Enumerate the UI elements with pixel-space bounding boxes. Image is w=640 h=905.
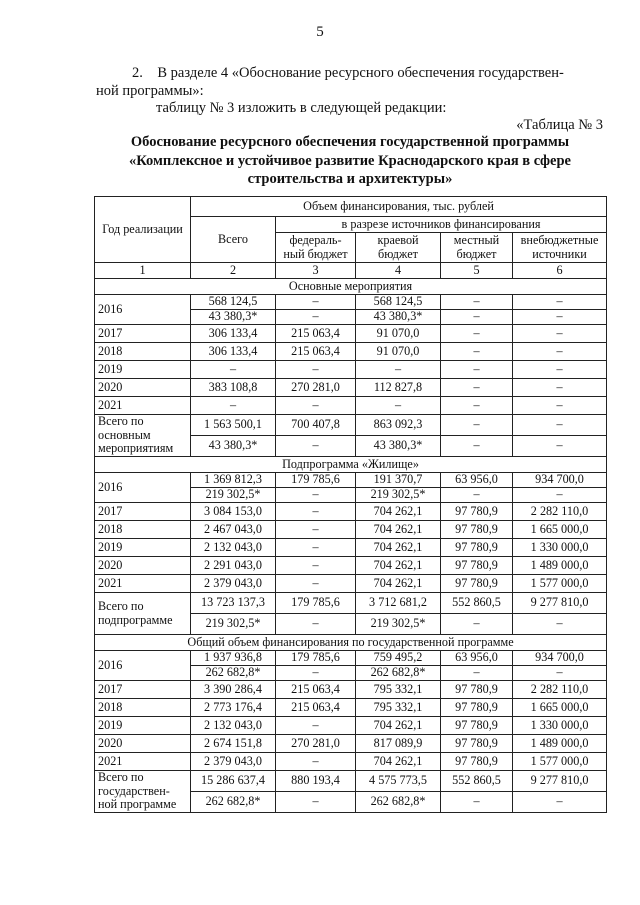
value-cell: – (276, 488, 356, 503)
value-cell: 880 193,4 (276, 771, 356, 792)
value-cell: 1 489 000,0 (513, 735, 607, 753)
value-cell: – (276, 575, 356, 593)
table-row (95, 325, 607, 343)
value-cell: 97 780,9 (441, 753, 513, 771)
value-cell: 704 262,1 (356, 521, 441, 539)
value-cell: – (191, 361, 276, 379)
row-label: 2020 (95, 557, 191, 575)
value-cell: 262 682,8* (191, 666, 276, 681)
value-cell: 2 282 110,0 (513, 503, 607, 521)
table-row (95, 771, 607, 792)
value-cell: – (441, 397, 513, 415)
value-cell: 112 827,8 (356, 379, 441, 397)
value-cell: – (441, 666, 513, 681)
header-federal: федераль-ный бюджет (276, 233, 356, 263)
value-cell: 97 780,9 (441, 503, 513, 521)
col-num-6: 6 (513, 263, 607, 279)
row-label: 2017 (95, 325, 191, 343)
table-row (95, 521, 607, 539)
table-row (95, 651, 607, 666)
value-cell: 934 700,0 (513, 473, 607, 488)
value-cell: – (276, 521, 356, 539)
table-row (95, 735, 607, 753)
value-cell: 1 563 500,1 (191, 415, 276, 436)
row-label: 2021 (95, 753, 191, 771)
value-cell: 262 682,8* (191, 792, 276, 813)
value-cell: 9 277 810,0 (513, 771, 607, 792)
value-cell: 552 860,5 (441, 771, 513, 792)
value-cell: 704 262,1 (356, 557, 441, 575)
value-cell: – (276, 614, 356, 635)
value-cell: – (356, 397, 441, 415)
header-year: Год реализации (95, 197, 191, 263)
intro-paragraph-continued: ной программы»: (96, 83, 204, 99)
value-cell: – (276, 753, 356, 771)
row-label: 2020 (95, 379, 191, 397)
value-cell: – (276, 717, 356, 735)
value-cell: – (441, 415, 513, 436)
table-row (95, 539, 607, 557)
table-row (95, 361, 607, 379)
row-label: Всего по основным мероприятиям (95, 415, 191, 457)
value-cell: – (513, 361, 607, 379)
value-cell: – (513, 792, 607, 813)
row-label: 2017 (95, 503, 191, 521)
row-label: 2019 (95, 361, 191, 379)
value-cell: 91 070,0 (356, 343, 441, 361)
value-cell: – (441, 343, 513, 361)
row-label: 2016 (95, 473, 191, 503)
value-cell: 13 723 137,3 (191, 593, 276, 614)
header-extra: внебюджетные источники (513, 233, 607, 263)
value-cell: 3 390 286,4 (191, 681, 276, 699)
value-cell: 219 302,5* (191, 488, 276, 503)
value-cell: – (513, 488, 607, 503)
table-row (95, 681, 607, 699)
value-cell: 568 124,5 (191, 295, 276, 310)
value-cell: 817 089,9 (356, 735, 441, 753)
title-line-2: «Комплексное и устойчивое развитие Краснодарского края в сфере (129, 152, 571, 169)
value-cell: 700 407,8 (276, 415, 356, 436)
value-cell: 9 277 810,0 (513, 593, 607, 614)
table-row (95, 575, 607, 593)
value-cell: – (513, 295, 607, 310)
value-cell: 43 380,3* (356, 310, 441, 325)
col-num-5: 5 (441, 263, 513, 279)
value-cell: – (441, 295, 513, 310)
value-cell: 219 302,5* (356, 614, 441, 635)
value-cell: 2 379 043,0 (191, 753, 276, 771)
value-cell: 1 665 000,0 (513, 699, 607, 717)
value-cell: 759 495,2 (356, 651, 441, 666)
col-num-2: 2 (191, 263, 276, 279)
value-cell: – (276, 539, 356, 557)
value-cell: – (276, 397, 356, 415)
value-cell: 306 133,4 (191, 325, 276, 343)
value-cell: 215 063,4 (276, 681, 356, 699)
value-cell: 1 369 812,3 (191, 473, 276, 488)
value-cell: 1 330 000,0 (513, 717, 607, 735)
section-title: Подпрограмма «Жилище» (95, 457, 607, 473)
value-cell: – (441, 436, 513, 457)
value-cell: 704 262,1 (356, 539, 441, 557)
value-cell: 179 785,6 (276, 593, 356, 614)
value-cell: 43 380,3* (191, 436, 276, 457)
value-cell: – (513, 379, 607, 397)
value-cell: 215 063,4 (276, 343, 356, 361)
value-cell: 383 108,8 (191, 379, 276, 397)
value-cell: – (441, 792, 513, 813)
value-cell: 91 070,0 (356, 325, 441, 343)
header-volume: Объем финансирования, тыс. рублей (191, 197, 607, 217)
page-number: 5 (316, 24, 324, 40)
table-reference: «Таблица № 3 (516, 117, 603, 133)
value-cell: – (276, 361, 356, 379)
title-line-3: строительства и архитектуры» (247, 171, 453, 187)
table-row (95, 343, 607, 361)
value-cell: – (441, 379, 513, 397)
value-cell: 43 380,3* (356, 436, 441, 457)
value-cell: 215 063,4 (276, 325, 356, 343)
header-total: Всего (191, 217, 276, 263)
value-cell: 262 682,8* (356, 792, 441, 813)
value-cell: 3 712 681,2 (356, 593, 441, 614)
value-cell: 179 785,6 (276, 651, 356, 666)
value-cell: 2 674 151,8 (191, 735, 276, 753)
row-label: 2020 (95, 735, 191, 753)
row-label: 2016 (95, 295, 191, 325)
value-cell: 270 281,0 (276, 379, 356, 397)
value-cell: – (441, 614, 513, 635)
table-row (95, 379, 607, 397)
table-row (95, 593, 607, 614)
value-cell: 2 132 043,0 (191, 539, 276, 557)
value-cell: 934 700,0 (513, 651, 607, 666)
table-row (95, 699, 607, 717)
header-local: местный бюджет (441, 233, 513, 263)
value-cell: – (513, 397, 607, 415)
financing-table (94, 196, 607, 813)
value-cell: – (513, 436, 607, 457)
value-cell: 795 332,1 (356, 699, 441, 717)
value-cell: 97 780,9 (441, 735, 513, 753)
value-cell: 43 380,3* (191, 310, 276, 325)
row-label: 2017 (95, 681, 191, 699)
table-row (95, 397, 607, 415)
row-label: 2021 (95, 575, 191, 593)
table-row (95, 717, 607, 735)
value-cell: – (276, 666, 356, 681)
value-cell: – (441, 310, 513, 325)
value-cell: 219 302,5* (191, 614, 276, 635)
value-cell: 97 780,9 (441, 699, 513, 717)
value-cell: – (191, 397, 276, 415)
value-cell: – (513, 415, 607, 436)
value-cell: 704 262,1 (356, 753, 441, 771)
row-label: 2021 (95, 397, 191, 415)
value-cell: – (276, 295, 356, 310)
value-cell: 63 956,0 (441, 651, 513, 666)
value-cell: – (441, 325, 513, 343)
value-cell: – (513, 310, 607, 325)
value-cell: 3 084 153,0 (191, 503, 276, 521)
value-cell: 97 780,9 (441, 557, 513, 575)
value-cell: 1 665 000,0 (513, 521, 607, 539)
value-cell: 97 780,9 (441, 575, 513, 593)
table-row (95, 473, 607, 488)
row-label: 2019 (95, 717, 191, 735)
row-label: 2018 (95, 521, 191, 539)
value-cell: 704 262,1 (356, 503, 441, 521)
col-num-1: 1 (95, 263, 191, 279)
table-title (96, 133, 604, 189)
row-label: Всего по государствен-ной программе (95, 771, 191, 813)
value-cell: 704 262,1 (356, 717, 441, 735)
value-cell: 219 302,5* (356, 488, 441, 503)
value-cell: 1 577 000,0 (513, 753, 607, 771)
value-cell: – (513, 325, 607, 343)
value-cell: – (513, 666, 607, 681)
value-cell: 191 370,7 (356, 473, 441, 488)
value-cell: 2 773 176,4 (191, 699, 276, 717)
header-regional: краевой бюджет (356, 233, 441, 263)
row-label: 2018 (95, 699, 191, 717)
row-label: 2016 (95, 651, 191, 681)
value-cell: 2 467 043,0 (191, 521, 276, 539)
col-num-3: 3 (276, 263, 356, 279)
value-cell: 568 124,5 (356, 295, 441, 310)
value-cell: 2 379 043,0 (191, 575, 276, 593)
value-cell: – (276, 503, 356, 521)
table-row (95, 753, 607, 771)
row-label: 2019 (95, 539, 191, 557)
intro-paragraph: 2. В разделе 4 «Обоснование ресурсного обеспечения государствен- (132, 65, 564, 81)
value-cell: 552 860,5 (441, 593, 513, 614)
value-cell: 2 291 043,0 (191, 557, 276, 575)
value-cell: 795 332,1 (356, 681, 441, 699)
value-cell: – (276, 310, 356, 325)
title-line-1: Обоснование ресурсного обеспечения государственной программы (130, 134, 570, 150)
value-cell: 704 262,1 (356, 575, 441, 593)
value-cell: 2 132 043,0 (191, 717, 276, 735)
value-cell: – (276, 792, 356, 813)
value-cell: 863 092,3 (356, 415, 441, 436)
value-cell: – (513, 614, 607, 635)
table-row (95, 415, 607, 436)
value-cell: 2 282 110,0 (513, 681, 607, 699)
table-row (95, 503, 607, 521)
value-cell: 262 682,8* (356, 666, 441, 681)
value-cell: 15 286 637,4 (191, 771, 276, 792)
value-cell: 215 063,4 (276, 699, 356, 717)
table-row (95, 295, 607, 310)
value-cell: – (276, 557, 356, 575)
value-cell: 97 780,9 (441, 681, 513, 699)
row-label: 2018 (95, 343, 191, 361)
row-label: Всего по подпрограмме (95, 593, 191, 635)
section-title: Основные мероприятия (95, 279, 607, 295)
value-cell: 97 780,9 (441, 521, 513, 539)
value-cell: – (441, 361, 513, 379)
header-by-source: в разрезе источников финансирования (276, 217, 607, 233)
col-num-4: 4 (356, 263, 441, 279)
value-cell: 179 785,6 (276, 473, 356, 488)
section-title: Общий объем финансирования по государственной программе (95, 635, 607, 651)
value-cell: 97 780,9 (441, 539, 513, 557)
value-cell: 1 330 000,0 (513, 539, 607, 557)
value-cell: – (356, 361, 441, 379)
value-cell: 63 956,0 (441, 473, 513, 488)
value-cell: – (276, 436, 356, 457)
value-cell: – (513, 343, 607, 361)
value-cell: – (441, 488, 513, 503)
intro-instruction: таблицу № 3 изложить в следующей редакции: (156, 100, 447, 116)
value-cell: 97 780,9 (441, 717, 513, 735)
value-cell: 1 937 936,8 (191, 651, 276, 666)
value-cell: 306 133,4 (191, 343, 276, 361)
value-cell: 1 577 000,0 (513, 575, 607, 593)
value-cell: 270 281,0 (276, 735, 356, 753)
value-cell: 1 489 000,0 (513, 557, 607, 575)
table-row (95, 557, 607, 575)
value-cell: 4 575 773,5 (356, 771, 441, 792)
